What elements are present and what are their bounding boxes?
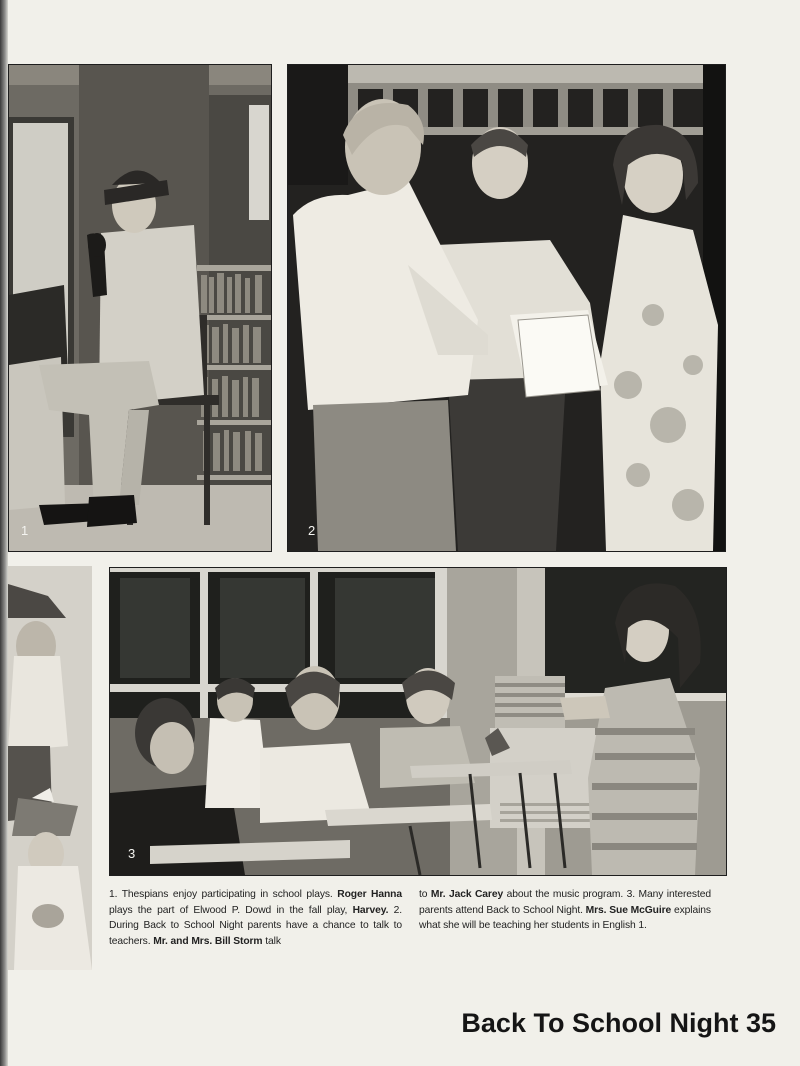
photo-1-thespian (8, 64, 272, 552)
page-number: 35 (745, 1008, 776, 1038)
photo-2-parents-teacher (287, 64, 726, 552)
caption-name: Mr. and Mrs. Bill Storm (153, 935, 263, 947)
caption-text: explains what she will be teaching her students in English 1. (419, 904, 711, 932)
photo-3-classroom (109, 567, 727, 876)
photo-number: 2 (308, 523, 316, 538)
caption-name: Mrs. Sue McGuire (585, 904, 672, 916)
photo-number: 1 (21, 523, 29, 538)
caption-text: plays the part of Elwood P. Dowd in the fall play, (109, 904, 353, 916)
caption-text: to (419, 889, 431, 900)
caption-name: Harvey. (352, 904, 389, 916)
page-gutter-shadow (0, 0, 8, 1066)
caption-text: talk (262, 935, 281, 947)
caption-name: Mr. Jack Carey (430, 889, 504, 900)
page-title (461, 1008, 776, 1039)
caption-column-2 (419, 887, 711, 934)
photo-number: 3 (128, 846, 136, 861)
caption-text: 1. Thespians enjoy participating in school plays. (109, 889, 338, 900)
section-title: Back To School Night (461, 1008, 739, 1038)
caption-text: about the music program. 3. Many interested parents attend Back to School Night. (419, 889, 711, 916)
caption-text: 2. During Back to School Night parents have a chance to talk to teachers. (109, 904, 402, 947)
caption-name: Roger Hanna (337, 889, 402, 900)
caption-column-1 (109, 887, 402, 949)
photo-side-strip (8, 566, 92, 970)
